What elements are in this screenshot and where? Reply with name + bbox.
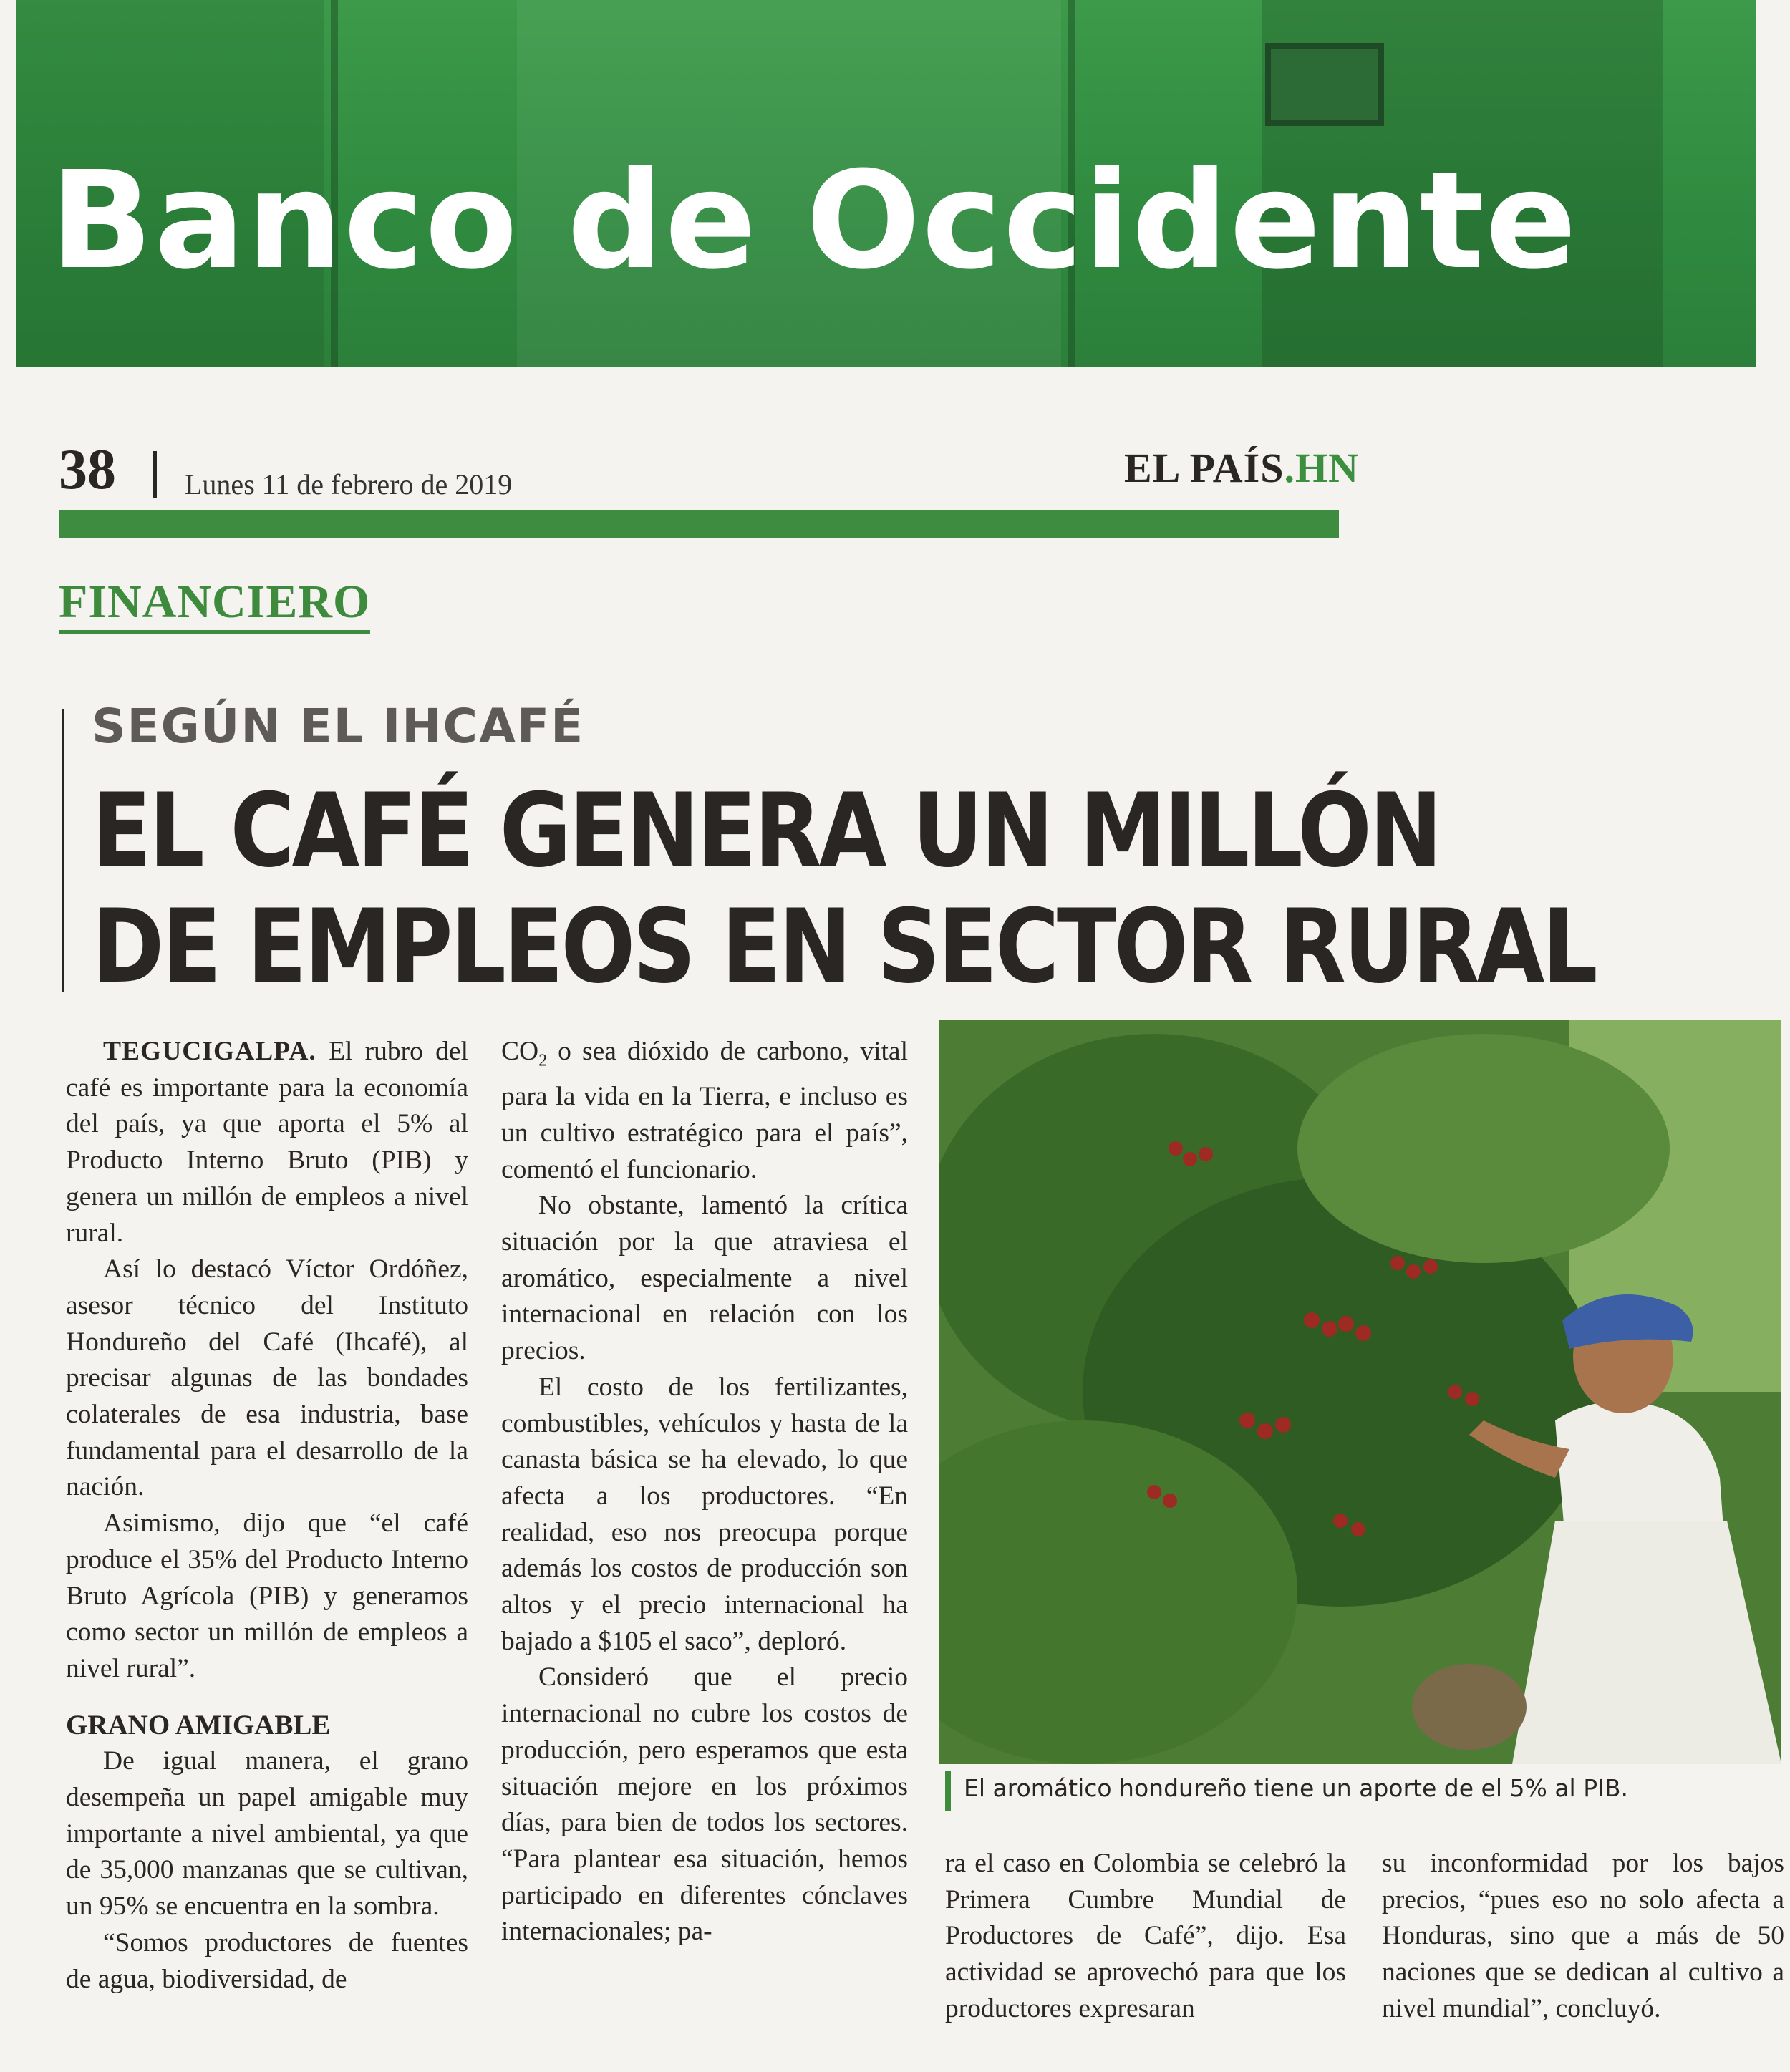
header-green-bar [59,510,1339,538]
paragraph: su inconformidad por los bajos precios, “pues eso no solo afecta a Honduras, sino que a más de 50 naciones que se dedican al cultivo a nivel mundial”, concluyó. [1382,1849,1784,2023]
paragraph-text: El rubro del café es importante para la economía del país, ya que aporta el 5% al Producto Interno Bruto (PIB) y genera un millón de empleos a nivel rural. [66,1037,468,1248]
photo-illustration [939,1020,1781,1764]
caption-marker [945,1771,951,1811]
banner-title: Banco de Occidente [50,142,1579,299]
paragraph [501,1034,908,1188]
dateline: TEGUCIGALPA. [103,1037,316,1066]
headline-line-1: EL CAFÉ GENERA UN MILLÓN [92,772,1441,890]
photo-caption: El aromático hondureño tiene un aporte de el 5% al PIB. [964,1774,1628,1802]
page-number: 38 [59,438,116,501]
paragraph: Consideró que el precio internacional no cubre los costos de producción, pero esperamos que esta situación mejore en los próximos días, para bien de todos los sectores. “Para plantear esa situación, hemos participado en diferentes cónclaves internacionales; pa- [501,1662,908,1947]
article-column-2 [501,1034,908,1950]
headline-rule [62,709,64,992]
paragraph: No obstante, lamentó la crítica situación por la que atraviesa el aromático, especialmente a nivel internacional en relación con los precios. [501,1191,908,1366]
newspaper-logo [1124,444,1359,492]
article-column-4 [1382,1846,1784,2028]
co2-text: CO [501,1037,539,1066]
article-column-3 [945,1846,1346,2028]
page-date: Lunes 11 de febrero de 2019 [185,468,513,500]
paragraph-text: o sea dióxido de carbono, vital para la vida en la Tierra, e incluso es un cultivo estratégico para el país”, comentó el funcionario. [501,1037,908,1184]
paragraph: Así lo destacó Víctor Ordóñez, asesor técnico del Instituto Hondureño del Café (Ihcafé), al precisar algunas de las bondades colaterales de esa industria, base fundamental para el desarrollo de la nación. [66,1254,468,1502]
banner-frame [1265,43,1384,126]
paragraph: De igual manera, el grano desempeña un papel amigable muy importante a nivel ambiental, ya que de 35,000 manzanas que se cultivan, un 95% se encuentra en la sombra. [66,1746,468,1922]
coffee-harvest-photo [939,1020,1781,1764]
headline-line-2: DE EMPLEOS EN SECTOR RURAL [92,888,1596,1006]
paragraph [66,1034,468,1252]
subheading: GRANO AMIGABLE [66,1709,331,1741]
paragraph: Asimismo, dijo que “el café produce el 35% del Producto Interno Bruto Agrícola (PIB) y generamos como sector un millón de empleos a nivel rural”. [66,1509,468,1683]
kicker: SEGÚN EL IHCAFÉ [92,699,585,754]
logo-suffix: .HN [1284,445,1360,491]
co2-subscript: 2 [538,1051,548,1070]
header-separator [153,451,157,498]
logo-name: EL PAÍS [1124,445,1285,491]
paragraph: El costo de los fertilizantes, combustibles, vehículos y hasta de la canasta básica se ha elevado, lo que afecta a los productores. “En realidad, eso nos preocupa porque además los costos de producción son altos y el precio internacional ha bajado a $105 el saco”, deploró. [501,1372,908,1656]
section-label: FINANCIERO [59,578,370,634]
paragraph: ra el caso en Colombia se celebró la Primera Cumbre Mundial de Productores de Café”, dijo. Esa actividad se aprovechó para que los productores expresaran [945,1849,1346,2023]
article-column-1 [66,1034,468,1998]
paragraph: “Somos productores de fuentes de agua, biodiversidad, de [66,1927,468,1994]
